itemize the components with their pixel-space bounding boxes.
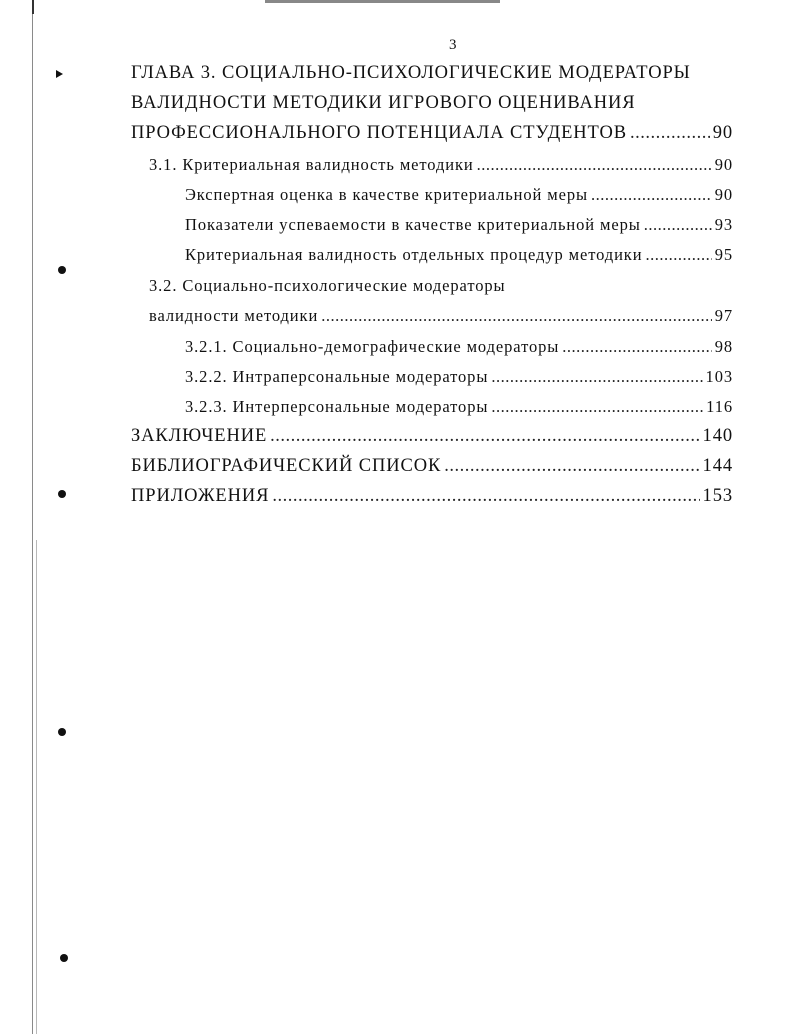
toc-entry-title: Экспертная оценка в качестве критериальной меры — [185, 185, 588, 204]
toc-entry-title: ПРОФЕССИОНАЛЬНОГО ПОТЕНЦИАЛА СТУДЕНТОВ — [131, 123, 628, 143]
toc-entry-3-2-2[interactable] — [185, 367, 733, 387]
toc-page-number: 95 — [714, 245, 733, 264]
toc-entry-title: валидности методики — [149, 306, 319, 325]
scan-edge-line-secondary — [36, 540, 37, 1034]
toc-entry-3-2-line1: 3.2. Социально-психологические модераторы — [149, 276, 506, 295]
page-number: 3 — [449, 37, 457, 53]
toc-entry-3-2[interactable] — [149, 306, 733, 326]
toc-leader-dots — [591, 185, 712, 205]
toc-page-number: 98 — [714, 337, 733, 356]
toc-page-number: 97 — [714, 306, 733, 325]
toc-chapter-title-line1: ГЛАВА 3. СОЦИАЛЬНО-ПСИХОЛОГИЧЕСКИЕ МОДЕРАТОРЫ — [131, 63, 691, 83]
toc-page-number: 153 — [702, 486, 733, 506]
toc-entry-3-1-expert[interactable] — [185, 185, 733, 205]
toc-page-number: 144 — [702, 456, 733, 476]
toc-chapter-title-line2: ВАЛИДНОСТИ МЕТОДИКИ ИГРОВОГО ОЦЕНИВАНИЯ — [131, 93, 636, 113]
margin-arrow-mark — [56, 70, 63, 78]
toc-page-number: 90 — [714, 185, 733, 204]
toc-entry-3-2-3[interactable] — [185, 397, 733, 417]
toc-leader-dots — [477, 155, 712, 175]
toc-leader-dots — [321, 306, 712, 326]
toc-entry-3-1-grades[interactable] — [185, 215, 733, 235]
binding-hole-dot — [58, 266, 66, 274]
binding-hole-dot — [58, 728, 66, 736]
toc-entry-3-1-procedures[interactable] — [185, 245, 733, 265]
toc-leader-dots — [562, 337, 711, 357]
toc-page-number: 90 — [712, 123, 733, 143]
toc-entry-bibliography[interactable] — [131, 456, 733, 477]
toc-entry-conclusion[interactable] — [131, 426, 733, 447]
scan-top-smudge — [265, 0, 500, 3]
toc-page-number: 103 — [705, 367, 733, 386]
toc-leader-dots — [630, 123, 710, 144]
toc-entry-title: ЗАКЛЮЧЕНИЕ — [131, 426, 268, 446]
toc-entry-title: 3.2.1. Социально-демографические модераторы — [185, 337, 560, 356]
toc-entry-title: ПРИЛОЖЕНИЯ — [131, 486, 270, 506]
toc-entry-3-1[interactable] — [149, 155, 733, 175]
toc-leader-dots — [270, 426, 699, 447]
toc-entry-title: БИБЛИОГРАФИЧЕСКИЙ СПИСОК — [131, 456, 442, 476]
toc-page-number: 93 — [714, 215, 733, 234]
toc-entry-title: Критериальная валидность отдельных процедур методики — [185, 245, 643, 264]
toc-entry-chapter3[interactable] — [131, 123, 733, 144]
binding-hole-dot — [60, 954, 68, 962]
toc-leader-dots — [444, 456, 699, 477]
toc-page-number: 90 — [714, 155, 733, 174]
toc-entry-title: 3.1. Критериальная валидность методики — [149, 155, 474, 174]
toc-leader-dots — [272, 486, 699, 507]
binding-hole-dot — [58, 490, 66, 498]
toc-entry-appendix[interactable] — [131, 486, 733, 507]
toc-entry-title: Показатели успеваемости в качестве критериальной меры — [185, 215, 641, 234]
toc-entry-title: 3.2.3. Интерперсональные модераторы — [185, 397, 489, 416]
toc-leader-dots — [644, 215, 712, 235]
toc-leader-dots — [491, 367, 702, 387]
toc-entry-3-2-1[interactable] — [185, 337, 733, 357]
scan-corner-mark — [32, 0, 34, 14]
toc-page-number: 116 — [706, 397, 733, 416]
toc-page-number: 140 — [702, 426, 733, 446]
toc-entry-title: 3.2.2. Интраперсональные модераторы — [185, 367, 489, 386]
toc-leader-dots — [645, 245, 711, 265]
scan-edge-line — [32, 0, 33, 1034]
toc-leader-dots — [491, 397, 703, 417]
